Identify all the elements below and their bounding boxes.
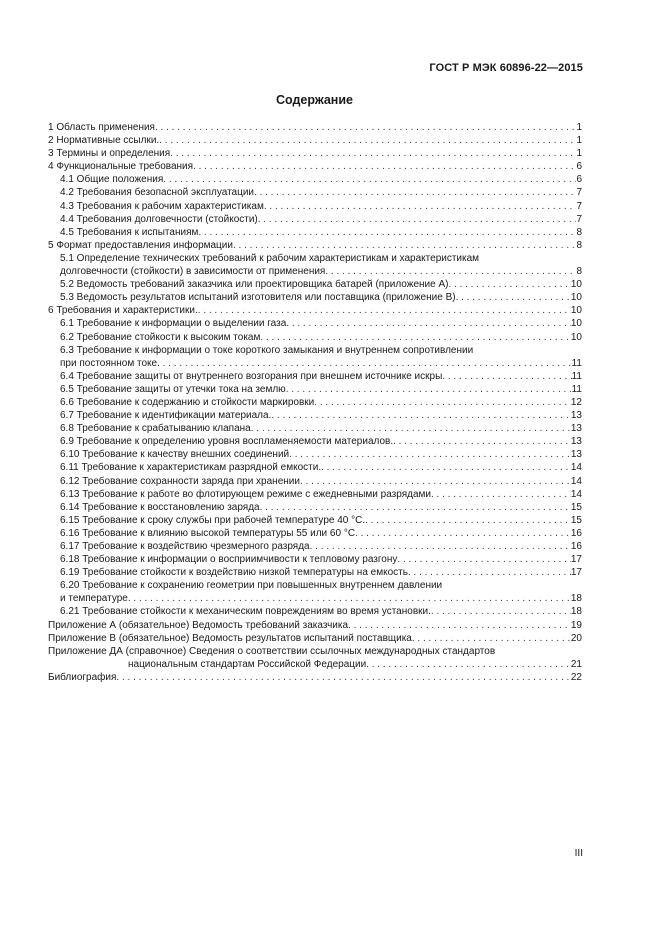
dot-leader xyxy=(397,553,570,566)
toc-entry-title: 4 Функциональные требования xyxy=(48,161,194,173)
dot-leader xyxy=(431,605,571,618)
dot-leader xyxy=(271,409,571,422)
dot-leader xyxy=(286,317,571,330)
toc-entry[interactable] xyxy=(48,553,582,566)
toc-entry-page: 8 xyxy=(576,226,582,238)
toc-entry-title: 6.11 Требование к характеристикам разрядной емкости. xyxy=(60,462,322,474)
toc-entry[interactable] xyxy=(48,579,582,605)
toc-entry[interactable] xyxy=(48,344,582,370)
toc-entry-title: 6.17 Требование к воздействию чрезмерного разряда xyxy=(60,541,310,552)
dot-leader xyxy=(155,121,576,134)
toc-entry-page: 14 xyxy=(570,488,582,500)
dot-leader xyxy=(366,658,571,671)
dot-leader xyxy=(355,527,571,540)
dot-leader xyxy=(442,370,571,383)
toc-entry-page: 10 xyxy=(570,331,582,343)
dot-leader xyxy=(393,435,571,448)
dot-leader xyxy=(412,632,571,645)
toc-entry-page: 11 xyxy=(571,383,582,395)
dot-leader xyxy=(321,461,571,474)
toc-entry-page: 18 xyxy=(570,593,582,605)
toc-entry-title: 6.15 Требование к сроку службы при рабочей температуре 40 °С. xyxy=(60,514,366,526)
dot-leader xyxy=(314,396,571,409)
dot-leader xyxy=(159,134,576,147)
dot-leader xyxy=(310,540,571,553)
dot-leader xyxy=(170,147,576,160)
toc-entry-page: 22 xyxy=(570,671,582,683)
toc-entry[interactable] xyxy=(48,461,582,474)
toc-entry-title: 4.5 Требования к испытаниям xyxy=(60,226,199,238)
dot-leader xyxy=(198,304,571,317)
toc-entry[interactable] xyxy=(48,173,582,186)
toc-entry-page: 11 xyxy=(571,357,582,369)
page-title: Содержание xyxy=(275,93,353,107)
toc-entry-page: 15 xyxy=(570,514,582,526)
toc-entry-page: 10 xyxy=(570,305,582,317)
toc-entry-title: 5 Формат предоставления информации xyxy=(48,239,233,251)
toc-entry[interactable] xyxy=(48,514,582,527)
toc-entry-page: 8 xyxy=(576,266,582,278)
dot-leader xyxy=(157,357,572,370)
toc-entry-page: 10 xyxy=(570,292,582,304)
toc-entry-title: Библиография xyxy=(48,671,117,683)
toc-entry[interactable] xyxy=(48,605,582,618)
toc-entry-page: 21 xyxy=(570,658,582,670)
toc-entry-page: 7 xyxy=(576,200,582,212)
toc-entry-page: 8 xyxy=(576,239,582,251)
toc-entry-page: 12 xyxy=(570,396,582,408)
dot-leader xyxy=(116,671,570,684)
dot-leader xyxy=(325,265,576,278)
toc-entry[interactable] xyxy=(48,409,582,422)
toc-entry-title-line1: Приложение ДА (справочное) Сведения о соответствии ссылочных международных стандартов xyxy=(48,645,496,657)
toc-entry[interactable] xyxy=(48,501,582,514)
toc-entry-title: 4.3 Требования к рабочим характеристикам xyxy=(60,200,264,212)
dot-leader xyxy=(254,186,576,199)
dot-leader xyxy=(258,213,577,226)
toc-entry[interactable] xyxy=(48,448,582,461)
toc-entry-title: 4.1 Общие положения xyxy=(60,174,164,186)
toc-entry-title: 6.4 Требование защиты от внутреннего возгорания при внешнем источнике искры xyxy=(60,370,443,382)
dot-leader xyxy=(289,448,571,461)
toc-entry-title: 6.6 Требование к содержанию и стойкости маркировки xyxy=(60,396,315,408)
toc-entry-title: 6.7 Требование к идентификации материала. xyxy=(60,410,272,422)
dot-leader xyxy=(163,173,576,186)
toc-entry-title: 2 Нормативные ссылки. xyxy=(48,135,160,147)
toc-entry[interactable] xyxy=(48,396,582,409)
toc-entry[interactable] xyxy=(48,317,582,330)
toc-entry-page: 13 xyxy=(570,410,582,422)
toc-entry-title: 6.10 Требование к качеству внешних соединений xyxy=(60,449,290,461)
toc-entry-page: 16 xyxy=(570,527,582,539)
dot-leader xyxy=(365,514,571,527)
dot-leader xyxy=(431,488,571,501)
toc-entry-title: 6.19 Требование стойкости к воздействию низкой температуры на емкость xyxy=(60,567,408,579)
toc-entry-title: 4.2 Требования безопасной эксплуатации xyxy=(60,187,255,199)
toc-entry[interactable] xyxy=(48,331,582,344)
toc-entry[interactable] xyxy=(48,422,582,435)
toc-entry[interactable] xyxy=(48,134,582,147)
toc-entry-title-line1: 5.1 Определение технических требований к рабочим характеристикам и характеристикам xyxy=(60,252,480,264)
toc-entry[interactable] xyxy=(48,291,582,304)
toc-entry[interactable] xyxy=(48,632,582,645)
toc-entry[interactable] xyxy=(48,370,582,383)
toc-entry-title: 3 Термины и определения xyxy=(48,148,171,160)
toc-entry[interactable] xyxy=(48,186,582,199)
toc-entry-title: и температуре xyxy=(60,593,128,605)
toc-entry-title: 5.2 Ведомость требований заказчика или проектировщика батарей (приложение А) xyxy=(60,279,449,291)
toc-entry-page: 10 xyxy=(570,279,582,291)
toc-entry-title: 6.18 Требование к информации о восприимчивости к тепловому разгону xyxy=(60,554,398,566)
page-number: III xyxy=(574,848,583,859)
toc-entry[interactable] xyxy=(48,304,582,317)
toc-entry-page: 1 xyxy=(576,122,582,133)
toc-entry-page: 13 xyxy=(570,423,582,435)
toc-entry-page: 13 xyxy=(570,436,582,448)
toc-entry[interactable] xyxy=(48,278,582,291)
toc-entry-title: 6.8 Требование к срабатыванию клапана xyxy=(60,423,251,435)
toc-entry-title: 6.9 Требование к определению уровня воспламеняемости материалов. xyxy=(60,436,394,448)
toc-entry-title: 5.3 Ведомость результатов испытаний изготовителя или поставщика (приложение В) xyxy=(60,292,456,304)
toc-entry-page: 14 xyxy=(570,475,582,487)
toc-entry-page: 16 xyxy=(570,541,582,552)
toc-entry-title: 6.1 Требование к информации о выделении газа xyxy=(60,318,287,330)
toc-entry-page: 1 xyxy=(576,148,582,160)
toc-entry[interactable] xyxy=(48,252,582,278)
toc-entry-title: 6.21 Требование стойкости к механическим повреждениям во время установки. xyxy=(60,606,431,618)
toc-entry-page: 14 xyxy=(570,462,582,474)
toc-entry[interactable] xyxy=(48,671,582,684)
toc-entry-title: 6.5 Требование защиты от утечки тока на землю xyxy=(60,383,286,395)
toc-entry-page: 13 xyxy=(570,449,582,461)
toc-entry[interactable] xyxy=(48,488,582,501)
dot-leader xyxy=(233,239,576,252)
dot-leader xyxy=(300,475,571,488)
toc-entry[interactable] xyxy=(48,540,582,553)
dot-leader xyxy=(348,619,571,632)
toc-entry-page: 7 xyxy=(576,187,582,199)
toc-entry[interactable] xyxy=(48,147,582,160)
document-header: ГОСТ Р МЭК 60896-22—2015 xyxy=(429,62,583,74)
toc-entry-page: 11 xyxy=(571,370,582,382)
toc-entry[interactable] xyxy=(48,239,582,252)
toc-entry-title: 4.4 Требования долговечности (стойкости) xyxy=(60,213,258,225)
toc-entry-page: 17 xyxy=(570,554,582,566)
toc-entry-title: при постоянном токе xyxy=(60,357,158,369)
dot-leader xyxy=(456,291,571,304)
table-of-contents xyxy=(48,121,582,684)
toc-entry[interactable] xyxy=(48,645,582,671)
toc-entry-title-line1: 6.20 Требование к сохранению геометрии при повышенных внутреннем давлении xyxy=(60,580,443,592)
toc-entry-page: 6 xyxy=(576,161,582,173)
toc-entry[interactable] xyxy=(48,475,582,488)
toc-entry-title: Приложение А (обязательное) Ведомость требований заказчика xyxy=(48,619,349,631)
toc-entry[interactable] xyxy=(48,200,582,213)
toc-entry[interactable] xyxy=(48,435,582,448)
toc-entry-title: 1 Область применения xyxy=(48,122,155,133)
dot-leader xyxy=(260,331,571,344)
toc-entry-title-line1: 6.3 Требование к информации о токе короткого замыкания и внутреннем сопротивлении xyxy=(60,344,474,356)
toc-entry-title: 6.13 Требование к работе во флотирующем режиме с ежедневными разрядами xyxy=(60,488,431,500)
dot-leader xyxy=(448,278,570,291)
toc-entry-page: 7 xyxy=(576,213,582,225)
dot-leader xyxy=(128,592,571,605)
toc-entry[interactable] xyxy=(48,226,582,239)
toc-entry-title: 6.12 Требование сохранности заряда при хранении xyxy=(60,475,300,487)
dot-leader xyxy=(286,383,572,396)
toc-entry[interactable] xyxy=(48,121,582,134)
toc-entry-page: 6 xyxy=(576,174,582,186)
dot-leader xyxy=(251,422,571,435)
dot-leader xyxy=(198,226,576,239)
toc-entry-title: 6.2 Требование стойкости к высоким токам xyxy=(60,331,261,343)
toc-entry-page: 1 xyxy=(576,135,582,147)
toc-entry[interactable] xyxy=(48,160,582,173)
toc-entry-title: 6 Требования и характеристики. xyxy=(48,305,198,317)
dot-leader xyxy=(260,501,571,514)
toc-entry-page: 17 xyxy=(570,567,582,579)
toc-entry-title: 6.14 Требование к восстановлению заряда xyxy=(60,501,260,513)
toc-entry-title: Приложение В (обязательное) Ведомость результатов испытаний поставщика xyxy=(48,632,412,644)
toc-entry[interactable] xyxy=(48,619,582,632)
toc-entry-title: долговечности (стойкости) в зависимости от применения xyxy=(60,266,326,278)
toc-entry-page: 15 xyxy=(570,501,582,513)
toc-entry[interactable] xyxy=(48,213,582,226)
toc-entry-title: национальным стандартам Российской Федерации xyxy=(128,658,367,670)
toc-entry[interactable] xyxy=(48,383,582,396)
toc-entry[interactable] xyxy=(48,566,582,579)
toc-entry-page: 19 xyxy=(570,619,582,631)
dot-leader xyxy=(264,200,577,213)
toc-entry-page: 18 xyxy=(570,606,582,618)
toc-entry-page: 20 xyxy=(570,632,582,644)
toc-entry-title: 6.16 Требование к влиянию высокой температуры 55 или 60 °С xyxy=(60,527,356,539)
dot-leader xyxy=(193,160,576,173)
dot-leader xyxy=(408,566,571,579)
toc-entry[interactable] xyxy=(48,527,582,540)
toc-entry-page: 10 xyxy=(570,318,582,330)
